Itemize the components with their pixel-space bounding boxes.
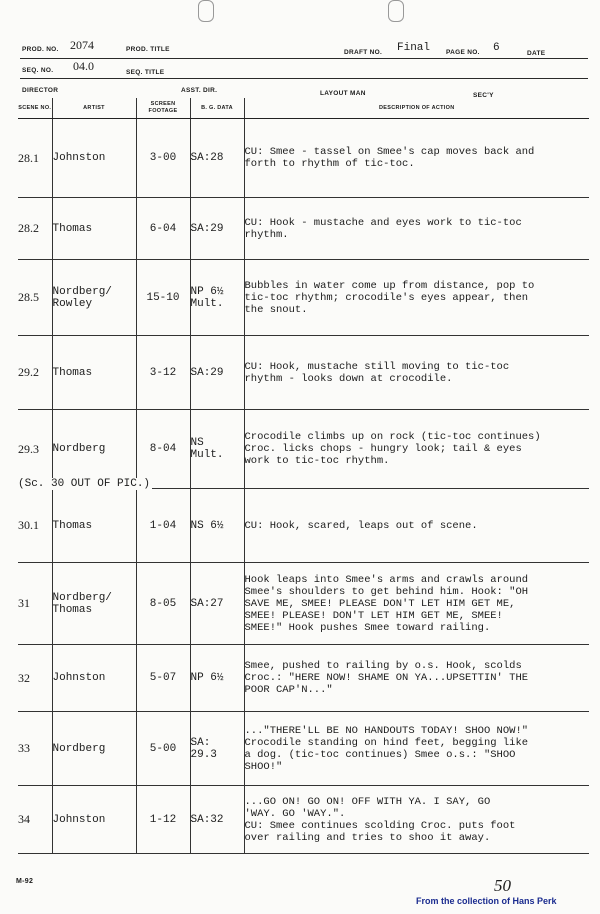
bg-data-line: NP 6½ [190,285,224,298]
artist-cell [52,563,136,645]
description-line: work to tic-toc rhythm. [244,455,390,467]
description-line: rhythm. [244,228,289,241]
scene-number: 32 [18,645,52,712]
description-line: SHOO!" [244,760,283,773]
description-line: Smee's shoulders to get behind him. Hook: "OH [244,585,529,598]
director-label: DIRECTOR [22,87,59,94]
description-cell [244,645,589,712]
layout-man-label: LAYOUT MAN [320,90,366,97]
scene-number: 34 [18,786,52,854]
artist-cell [52,336,136,410]
scene-number: 28.5 [18,260,52,336]
description-cell [244,563,589,645]
table-row [18,119,589,198]
scene-number: 33 [18,712,52,786]
description-line: forth to rhythm of tic-toc. [244,158,415,170]
description-line: Bubbles in water come up from distance, pop to [244,279,535,292]
bg-data-line: Mult. [190,449,224,461]
screen-footage: 3-00 [136,119,190,198]
description-cell [244,712,589,786]
asst-dir-label: ASST. DIR. [181,87,218,94]
artist-cell [52,645,136,712]
artist-name: Nordberg [52,742,106,755]
artist-name: Thomas [52,366,93,379]
table-row [18,198,589,260]
description-line: CU: Hook, scared, leaps out of scene. [244,519,478,532]
description-cell [244,786,589,854]
description-line: CU: Smee continues scolding Croc. puts foot [244,819,516,832]
bg-data-cell [190,712,244,786]
screen-footage: 1-04 [136,489,190,563]
artist-name: Rowley [52,297,93,310]
description-cell [244,198,589,260]
artist-cell [52,119,136,198]
prod-no-value: 2074 [70,38,94,52]
bg-data-cell [190,260,244,336]
artist-name: Nordberg/ [52,285,112,298]
screen-footage: 5-00 [136,712,190,786]
seq-no-value: 04.0 [73,59,94,73]
collection-credit: From the collection of Hans Perk [416,896,557,906]
prod-title-label: PROD. TITLE [126,46,170,53]
table-row [18,563,589,645]
artist-name: Johnston [52,813,106,826]
screen-footage: 3-12 [136,336,190,410]
bg-data-line: 29.3 [190,748,217,761]
description-line: tic-toc rhythm; crocodile's eyes appear, then [244,291,529,304]
description-line: over railing and tries to shoo it away. [244,831,491,844]
screen-footage: 8-05 [136,563,190,645]
description-line: ..."THERE'LL BE NO HANDOUTS TODAY! SHOO NOW!" [244,724,529,737]
col-header-description: DESCRIPTION OF ACTION [244,98,589,119]
artist-cell [52,260,136,336]
description-line: the snout. [244,303,308,316]
bg-data-line: SA: [190,736,211,749]
artist-cell [52,489,136,563]
table-row [18,336,589,410]
description-line: POOR CAP'N..." [244,684,333,696]
description-line: CU: Hook, mustache still moving to tic-toc [244,360,510,373]
artist-name: Nordberg [52,443,106,455]
table-row [18,645,589,712]
scene-number: 30.1 [18,489,52,563]
artist-cell [52,712,136,786]
artist-cell [52,410,136,489]
scene-note: (Sc. 30 OUT OF PIC.) [18,478,151,490]
artist-name: Thomas [52,519,93,532]
prod-no-label: PROD. NO. [22,46,59,53]
page-no-label: PAGE NO. [446,49,480,56]
bg-data-cell [190,410,244,489]
col-header-artist: ARTIST [52,98,136,119]
description-cell [244,410,589,489]
description-cell [244,119,589,198]
description-line: Croc.: "HERE NOW! SHAME ON YA...UPSETTIN' THE [244,672,529,684]
bg-data-cell [190,645,244,712]
artist-name: Johnston [52,152,106,164]
table-row [18,260,589,336]
description-line: CU: Hook - mustache and eyes work to tic-toc [244,216,522,229]
bg-data-cell [190,336,244,410]
bg-data-line: NS [190,437,204,449]
bg-data-line: NP 6½ [190,672,224,684]
description-line: SMEE! PLEASE! DON'T LET HIM GET ME, SMEE! [244,609,503,622]
table-row [18,410,589,489]
screen-footage: 5-07 [136,645,190,712]
description-line: 'WAY. GO 'WAY.". [244,807,346,820]
description-cell [244,489,589,563]
bg-data-cell [190,489,244,563]
table-row [18,786,589,854]
table-header-row [18,98,589,119]
screen-footage: 8-04 [136,410,190,489]
form-number: M-92 [16,878,34,885]
description-line: Crocodile standing on hind feet, begging like [244,736,529,749]
bg-data-cell [190,563,244,645]
bg-data-cell [190,119,244,198]
punch-hole-right [388,0,404,22]
screen-footage: 6-04 [136,198,190,260]
bg-data-line: SA:29 [190,222,224,235]
artist-cell [52,198,136,260]
description-line: CU: Smee - tassel on Smee's cap moves back and [244,146,535,158]
description-cell [244,260,589,336]
table-row [18,712,589,786]
artist-name: Thomas [52,222,93,235]
bg-data-cell [190,198,244,260]
handwritten-page-number: 50 [494,876,511,895]
description-line: Croc. licks chops - hungry look; tail & eyes [244,443,522,455]
artist-name: Nordberg/ [52,591,112,604]
scene-number: 28.2 [18,198,52,260]
scene-number: 28.1 [18,119,52,198]
description-line: Hook leaps into Smee's arms and crawls around [244,573,529,586]
description-line: SAVE ME, SMEE! PLEASE DON'T LET HIM GET ME, [244,597,516,610]
scene-number: 29.3 [18,410,52,489]
bg-data-line: SA:32 [190,813,224,826]
description-line: SMEE!" Hook pushes Smee toward railing. [244,621,491,634]
date-label: DATE [527,50,546,57]
col-header-scene: SCENE NO. [18,98,52,119]
bg-data-line: NS 6½ [190,519,224,532]
scene-number: 31 [18,563,52,645]
description-line: ...GO ON! GO ON! OFF WITH YA. I SAY, GO [244,795,491,808]
bg-data-line: SA:28 [190,152,224,164]
draft-no-label: DRAFT NO. [344,49,383,56]
description-line: Crocodile climbs up on rock (tic-toc continues) [244,431,541,443]
screen-footage: 15-10 [136,260,190,336]
artist-name: Johnston [52,672,106,684]
bg-data-line: Mult. [190,297,224,310]
description-line: Smee, pushed to railing by o.s. Hook, scolds [244,660,522,672]
bg-data-line: SA:27 [190,597,224,610]
table-row [18,489,589,563]
artist-name: Thomas [52,603,93,616]
col-header-bg-data: B. G. DATA [190,98,244,119]
seq-title-label: SEQ. TITLE [126,69,165,76]
secy-label: SEC'Y [473,92,494,99]
description-line: a dog. (tic-toc continues) Smee o.s.: "SHOO [244,748,516,761]
col-header-footage: SCREEN FOOTAGE [136,98,190,119]
bg-data-cell [190,786,244,854]
seq-no-label: SEQ. NO. [22,67,54,74]
description-line: rhythm - looks down at crocodile. [244,372,453,385]
scene-table [18,98,589,854]
scene-number: 29.2 [18,336,52,410]
description-cell [244,336,589,410]
punch-hole-left [198,0,214,22]
page-no-value: 6 [493,42,500,54]
screen-footage: 1-12 [136,786,190,854]
bg-data-line: SA:29 [190,366,224,379]
draft-no-value: Final [397,42,431,54]
artist-cell [52,786,136,854]
